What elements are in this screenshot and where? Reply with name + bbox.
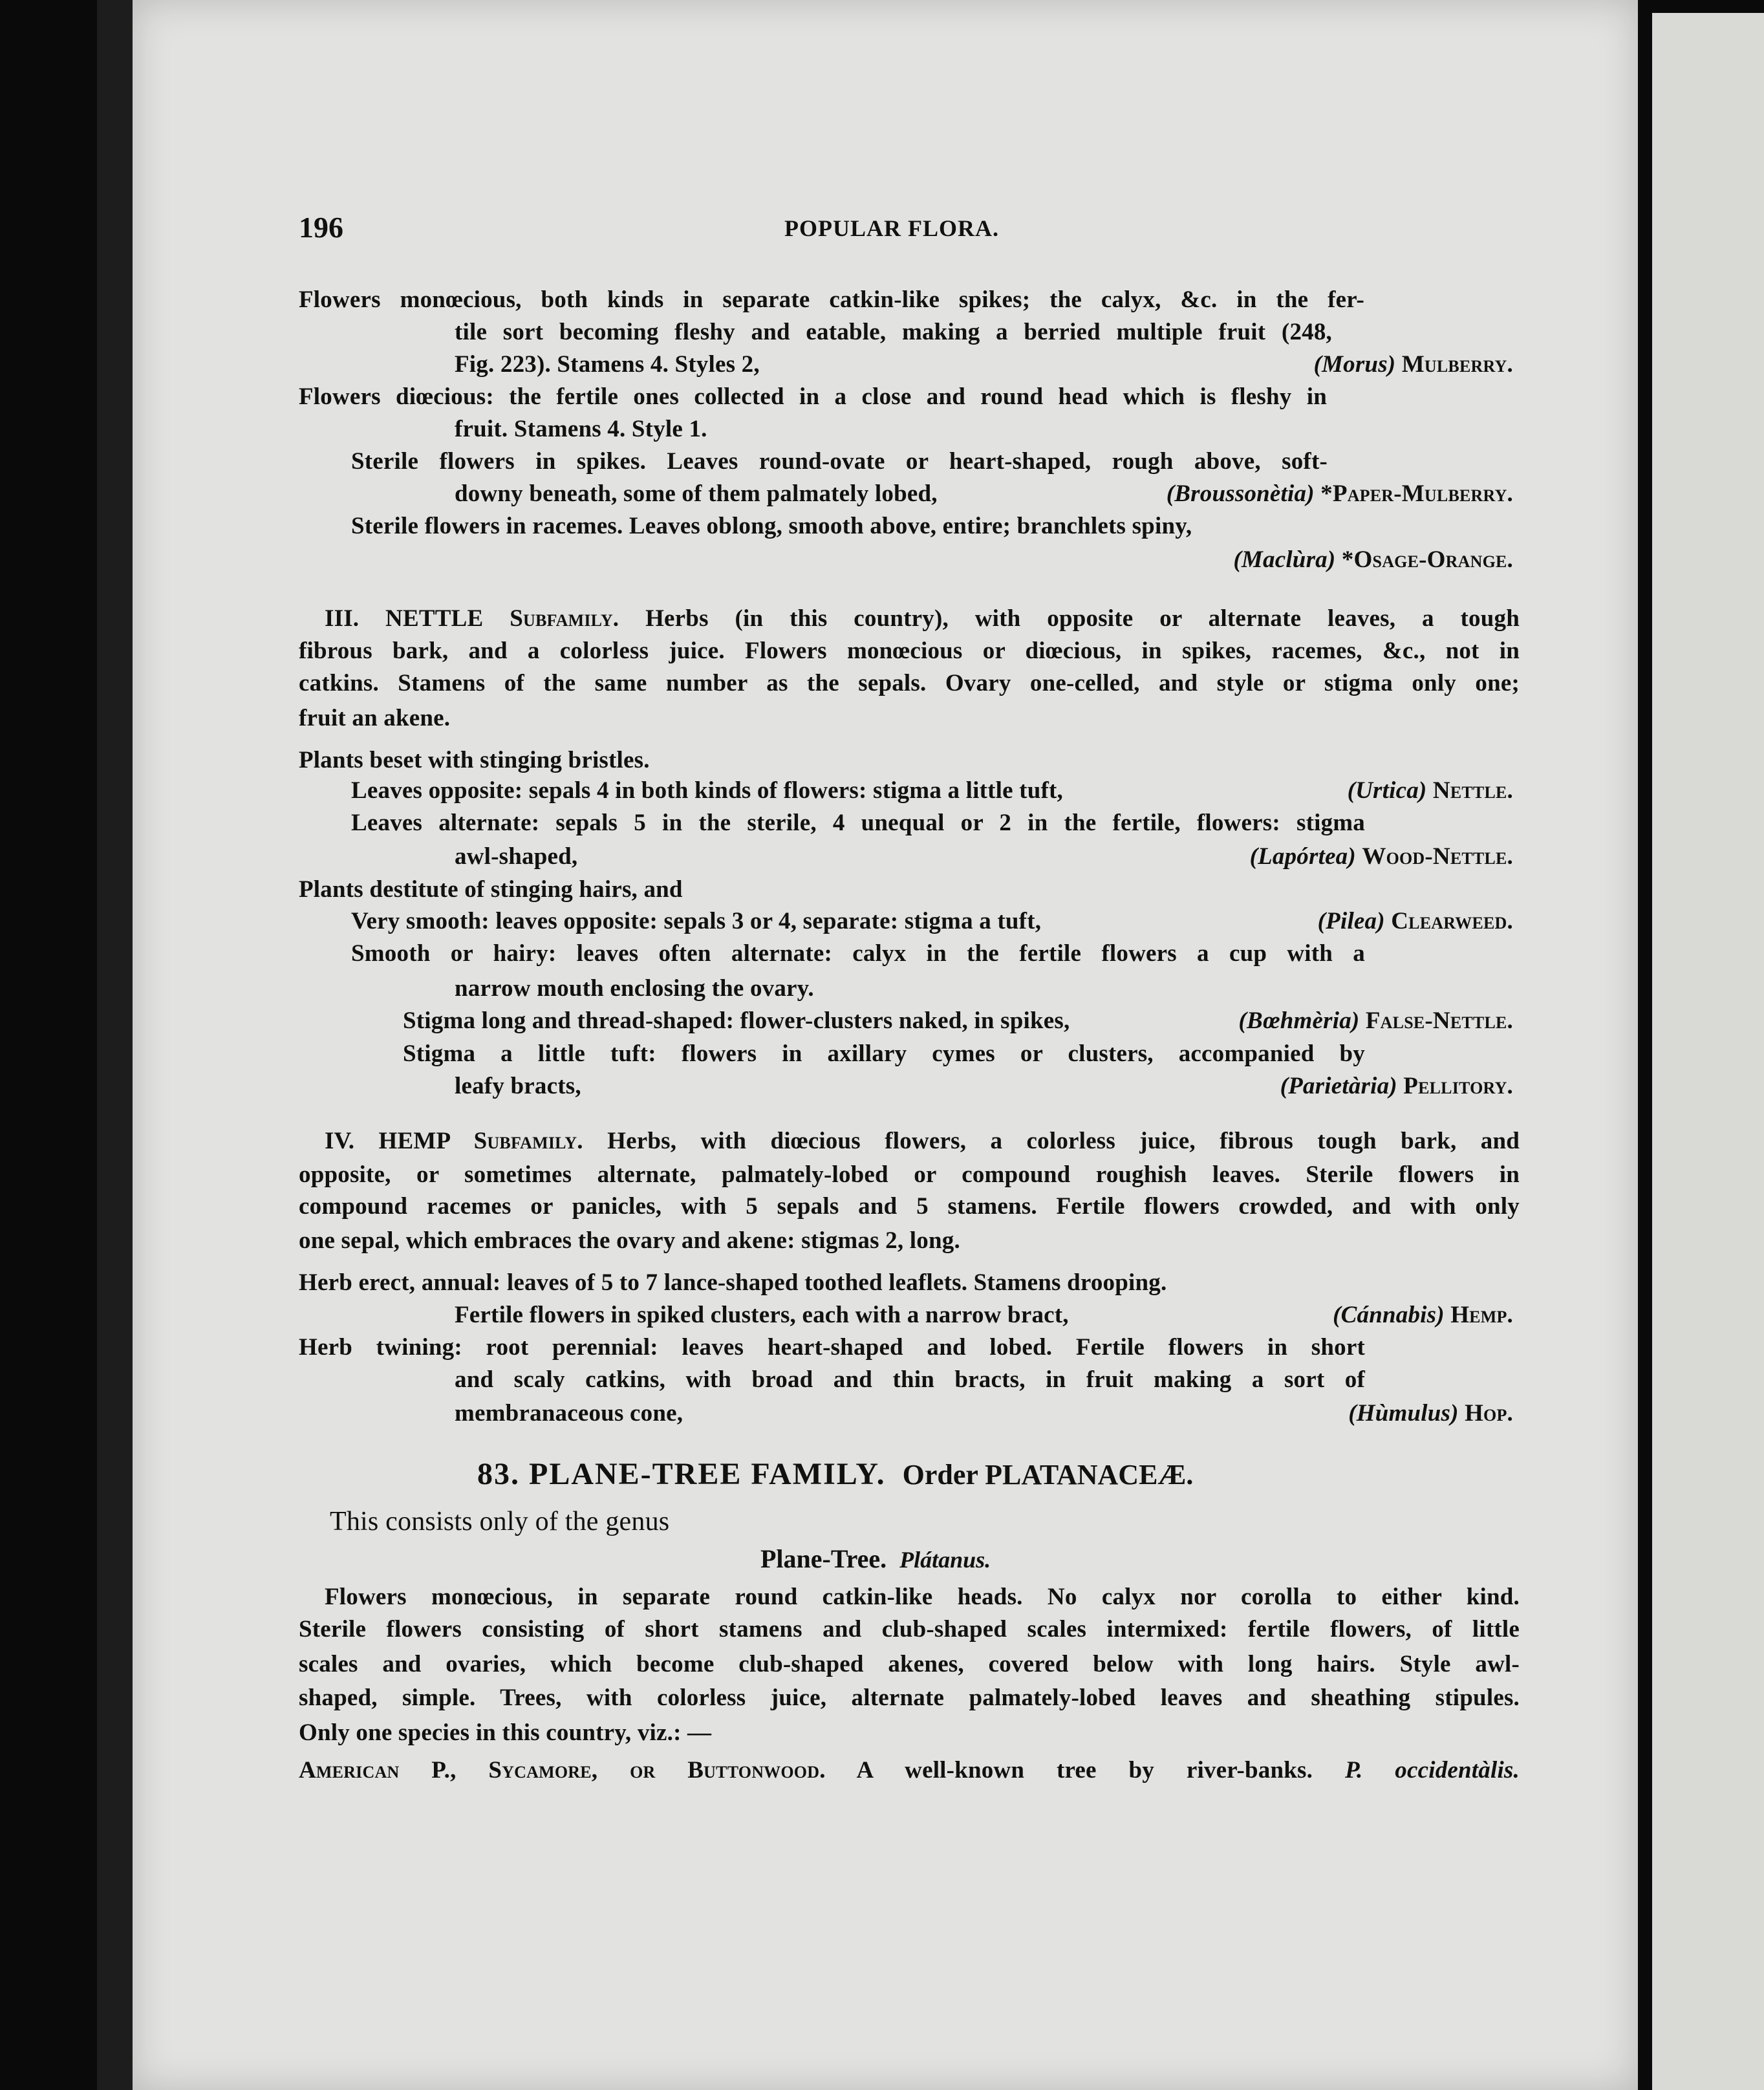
section-text: Herbs (in this country), with opposite or alternate leaves, a tough [645,605,1520,632]
genus-latin: Plátanus. [899,1547,991,1573]
text-line: shaped, simple. Trees, with colorless juice, alternate palmately-lobed leaves and sheathing stipules. [299,1685,1520,1711]
section-label: III. NETTLE [325,605,484,632]
family-title: 83. PLANE-TREE FAMILY. [477,1457,886,1491]
text-line: and scaly catkins, with broad and thin bracts, in fruit making a sort of [455,1366,1365,1393]
text-line: Smooth or hairy: leaves often alternate: calyx in the fertile flowers a cup with a [351,940,1365,967]
text-line: compound racemes or panicles, with 5 sepals and 5 stamens. Fertile flowers crowded, and with only [299,1193,1520,1220]
text-line: awl-shaped, [455,843,578,870]
entry-name [1099,1072,1513,1101]
text-line: leafy bracts, [455,1073,581,1099]
common-name: *Osage-Orange. [1341,546,1513,573]
common-name: Clearweed. [1391,908,1513,934]
genus-name: (Lapórtea) [1249,843,1356,870]
species-latin: P. occidentàlis. [1344,1757,1520,1783]
text-line: opposite, or sometimes alternate, palmately-lobed or compound roughish leaves. Sterile flowers in [299,1161,1520,1188]
text-line: scales and ovaries, which become club-shaped akenes, covered below with long hairs. Style awl- [299,1651,1520,1677]
text-line: tile sort becoming fleshy and eatable, making a berried multiple fruit (248, [455,319,1332,345]
species-common-name: American P., Sycamore, or Buttonwood. [299,1757,826,1783]
genus-name: (Maclùra) [1233,546,1336,573]
text-line: fruit. Stamens 4. Style 1. [455,416,707,442]
family-heading [477,1456,1193,1492]
running-title: POPULAR FLORA. [784,215,999,241]
text-line: Fertile flowers in spiked clusters, each with a narrow bract, [455,1302,1069,1328]
section-text: Herbs, with diœcious flowers, a colorless juice, fibrous tough bark, and [607,1128,1520,1154]
genus-common: Plane-Tree. [760,1544,887,1573]
text-line: membranaceous cone, [455,1400,683,1427]
common-name: Wood-Nettle. [1362,843,1513,870]
common-name: Hemp. [1450,1302,1513,1328]
text-line: Sterile flowers in spikes. Leaves round-ovate or heart-shaped, rough above, soft- [351,448,1328,475]
text-line: Sterile flowers consisting of short stamens and club-shaped scales intermixed: fertile flowers, of little [299,1616,1520,1643]
entry-name [1099,842,1513,872]
text-line: This consists only of the genus [330,1507,670,1536]
text-line: fruit an akene. [299,705,451,731]
common-name: False-Nettle. [1365,1007,1513,1034]
common-name: Mulberry. [1401,351,1513,378]
section-intro [325,1126,1520,1156]
text-line: catkins. Stamens of the same number as the sepals. Ovary one-celled, and style or stigma only one; [299,670,1520,696]
section-label: IV. HEMP [325,1128,450,1154]
genus-heading [760,1544,991,1574]
entry-name [1035,545,1513,575]
section-subfamily: Subfamily. [510,605,619,632]
entry-name [1229,1399,1513,1428]
family-order: Order PLATANACEÆ. [902,1459,1194,1491]
text-line: Flowers diœcious: the fertile ones collected in a close and round head which is fleshy in [299,383,1327,410]
text-line: Leaves alternate: sepals 5 in the sterile, 4 unequal or 2 in the fertile, flowers: stigma [351,810,1365,836]
entry-name [1164,350,1513,380]
text-line: narrow mouth enclosing the ovary. [455,975,814,1002]
entry-name [1151,1006,1513,1036]
page-number: 196 [299,211,343,244]
genus-name: (Cánnabis) [1333,1302,1445,1328]
common-name: Hop. [1465,1400,1513,1427]
entry-name [1035,479,1513,509]
text-line: Fig. 223). Stamens 4. Styles 2, [455,351,760,378]
entry-name [1164,907,1513,936]
genus-name: (Hùmulus) [1348,1400,1459,1427]
text-line: one sepal, which embraces the ovary and akene: stigmas 2, long. [299,1227,960,1254]
genus-name: (Parietària) [1280,1073,1397,1099]
text-line: downy beneath, some of them palmately lobed, [455,480,938,507]
text-line: Stigma a little tuft: flowers in axillary cymes or clusters, accompanied by [403,1040,1365,1067]
genus-name: (Broussonètia) [1166,480,1315,507]
text-line: Only one species in this country, viz.: — [299,1719,712,1746]
text-line: Plants destitute of stinging hairs, and [299,876,683,903]
entry-name [1164,776,1513,806]
genus-name: (Pilea) [1317,908,1385,934]
next-page-edge [1652,13,1764,2090]
text-line: Herb erect, annual: leaves of 5 to 7 lance-shaped toothed leaflets. Stamens drooping. [299,1269,1167,1296]
genus-name: (Bœhmèria) [1238,1007,1360,1034]
section-subfamily: Subfamily. [473,1128,583,1154]
text-line: Sterile flowers in racemes. Leaves oblong, smooth above, entire; branchlets spiny, [351,513,1192,539]
text-line: Plants beset with stinging bristles. [299,747,650,773]
genus-name: (Urtica) [1347,777,1427,804]
species-note: A well-known tree by river-banks. [856,1757,1313,1783]
scan-left-edge [97,0,133,2090]
text-line: Stigma long and thread-shaped: flower-clusters naked, in spikes, [403,1007,1070,1034]
text-line: Flowers monœcious, in separate round catkin-like heads. No calyx nor corolla to either kind. [325,1584,1520,1610]
text-line: Herb twining: root perennial: leaves heart-shaped and lobed. Fertile flowers in short [299,1334,1365,1361]
entry-name [1164,1300,1513,1330]
text-line: Very smooth: leaves opposite: sepals 3 or 4, separate: stigma a tuft, [351,908,1042,934]
text-line: Leaves opposite: sepals 4 in both kinds of flowers: stigma a little tuft, [351,777,1063,804]
common-name: Nettle. [1432,777,1513,804]
section-intro [325,604,1520,634]
text-line: Flowers monœcious, both kinds in separate catkin-like spikes; the calyx, &c. in the fer- [299,286,1364,313]
text-line: fibrous bark, and a colorless juice. Flowers monœcious or diœcious, in spikes, racemes, &c., not in [299,638,1520,664]
common-name: *Paper-Mulberry. [1320,480,1513,507]
common-name: Pellitory. [1403,1073,1513,1099]
species-line [299,1756,1520,1785]
genus-name: (Morus) [1313,351,1396,378]
